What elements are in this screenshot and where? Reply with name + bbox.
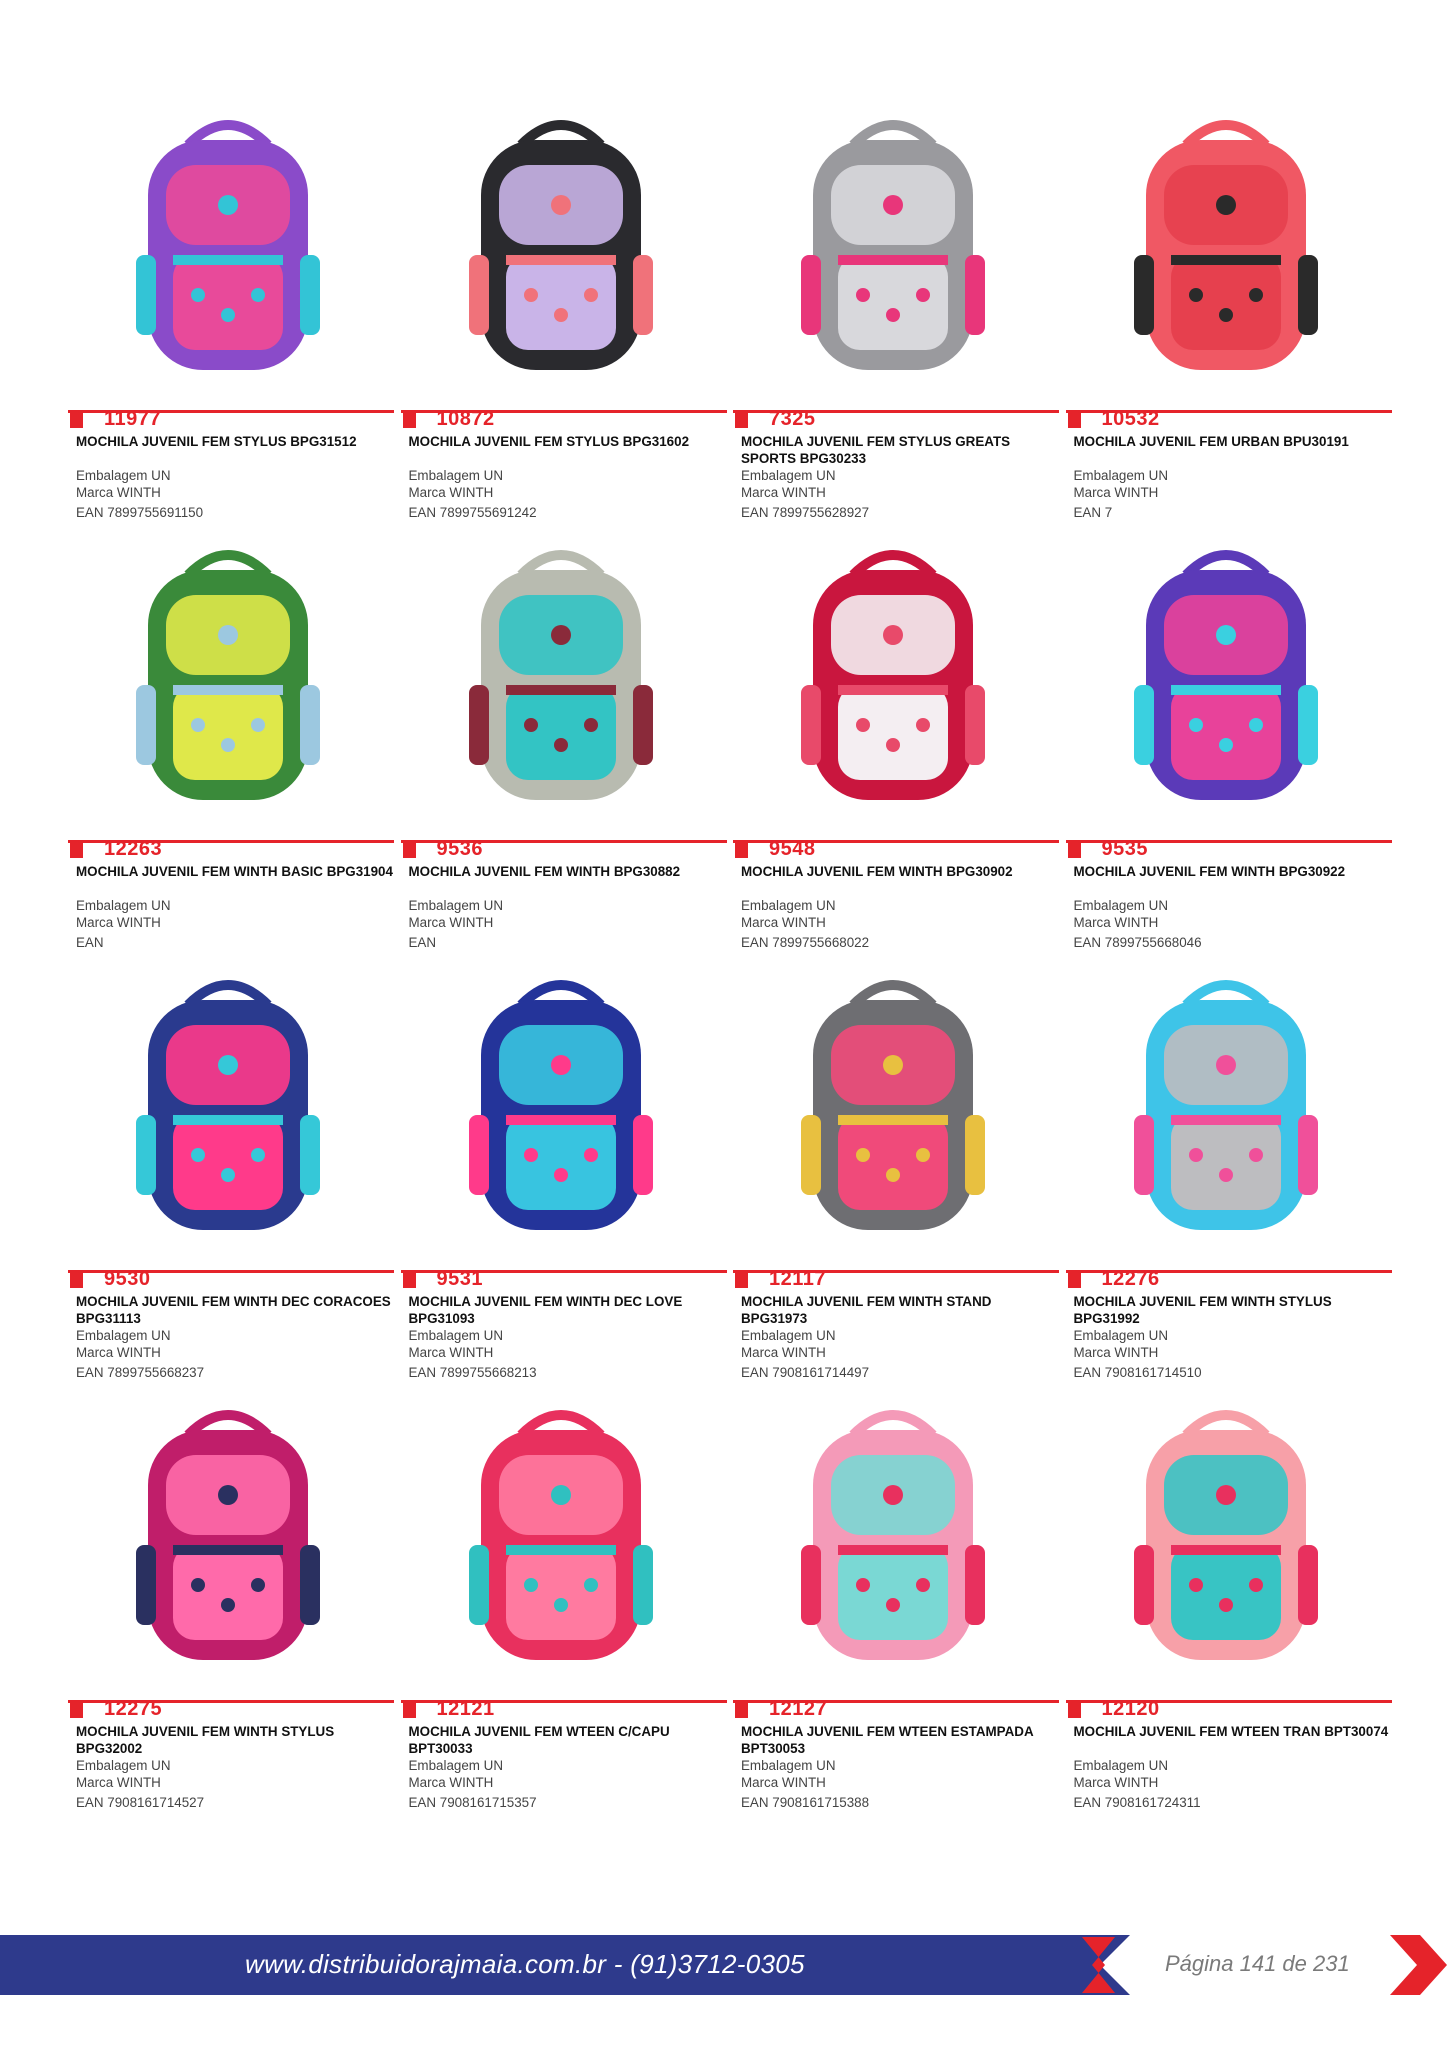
backpack-image (743, 535, 1043, 825)
product-embalagem: Embalagem UN (408, 1758, 504, 1773)
product-card (733, 525, 1065, 955)
backpack-image (78, 535, 378, 825)
product-description: MOCHILA JUVENIL FEM STYLUS BPG31602 (408, 434, 690, 449)
backpack-image (743, 105, 1043, 395)
product-code: 9530 (104, 1268, 151, 1290)
product-description: MOCHILA JUVENIL FEM WINTH DEC CORACOES BPG31113 (76, 1294, 391, 1326)
product-meta (741, 1757, 869, 1811)
product-code: 12127 (769, 1698, 828, 1720)
product-code: 10532 (1101, 408, 1160, 430)
product-code: 11977 (104, 408, 162, 430)
product-card (733, 1385, 1065, 1815)
product-embalagem: Embalagem UN (1073, 468, 1169, 483)
product-ean: EAN 7 (1073, 505, 1113, 520)
product-meta (76, 897, 171, 951)
product-card (401, 525, 733, 955)
product-meta (1074, 1757, 1201, 1811)
page-number: Página 141 de 231 (1165, 1951, 1350, 1976)
product-ean: EAN 7908161715388 (741, 1795, 870, 1810)
backpack-image (1076, 105, 1376, 395)
product-marker (403, 1702, 416, 1718)
product-image (68, 1385, 388, 1685)
product-code: 9548 (769, 838, 816, 860)
product-code: 12117 (769, 1268, 827, 1290)
product-ean: EAN 7899755691150 (76, 505, 204, 520)
product-image (68, 525, 388, 825)
product-marca: Marca WINTH (76, 915, 161, 930)
product-image (733, 1385, 1053, 1685)
backpack-image (743, 1395, 1043, 1685)
product-meta (1074, 467, 1169, 521)
product-marker (70, 412, 83, 428)
product-image (1066, 525, 1386, 825)
product-image (1066, 1385, 1386, 1685)
product-embalagem: Embalagem UN (408, 468, 504, 483)
product-code: 12276 (1101, 1268, 1160, 1290)
product-marker (735, 1272, 748, 1288)
product-description: MOCHILA JUVENIL FEM WINTH DEC LOVE BPG31093 (408, 1294, 683, 1326)
backpack-image (743, 965, 1043, 1255)
product-marca: Marca WINTH (741, 915, 826, 930)
product-embalagem: Embalagem UN (76, 1758, 171, 1773)
product-ean: EAN 7908161714497 (741, 1365, 870, 1380)
page-footer (0, 1935, 1447, 1995)
product-description: MOCHILA JUVENIL FEM WINTH BPG30922 (1073, 864, 1346, 879)
product-meta (409, 1327, 537, 1381)
product-marker (1068, 1272, 1081, 1288)
product-marca: Marca WINTH (76, 1345, 161, 1360)
backpack-image (1076, 965, 1376, 1255)
product-marker (1068, 412, 1081, 428)
product-image (68, 95, 388, 395)
backpack-image (78, 1395, 378, 1685)
product-code: 9535 (1101, 838, 1148, 860)
product-description: MOCHILA JUVENIL FEM WTEEN C/CAPU BPT30033 (408, 1724, 670, 1756)
product-ean: EAN 7908161715357 (408, 1795, 537, 1810)
product-embalagem: Embalagem UN (1073, 1328, 1169, 1343)
product-marca: Marca WINTH (408, 1775, 494, 1790)
backpack-image (78, 105, 378, 395)
backpack-image (411, 1395, 711, 1685)
product-description: MOCHILA JUVENIL FEM WINTH BPG30882 (408, 864, 681, 879)
product-card (68, 1385, 400, 1815)
product-card (401, 955, 733, 1385)
product-meta (741, 467, 869, 521)
product-meta (741, 1327, 869, 1381)
product-image (1066, 955, 1386, 1255)
product-card (1066, 525, 1398, 955)
product-embalagem: Embalagem UN (741, 1758, 836, 1773)
product-embalagem: Embalagem UN (408, 898, 504, 913)
product-ean: EAN 7899755691242 (408, 505, 537, 520)
product-image (733, 95, 1053, 395)
product-card (733, 95, 1065, 525)
product-description: MOCHILA JUVENIL FEM WINTH STAND BPG31973 (741, 1294, 992, 1326)
product-marca: Marca WINTH (76, 1775, 161, 1790)
product-marca: Marca WINTH (741, 1775, 826, 1790)
product-code: 12263 (104, 838, 163, 860)
product-image (1066, 95, 1386, 395)
product-image (733, 955, 1053, 1255)
product-embalagem: Embalagem UN (1073, 1758, 1169, 1773)
product-image (401, 955, 721, 1255)
backpack-image (1076, 1395, 1376, 1685)
product-description: MOCHILA JUVENIL FEM WTEEN ESTAMPADA BPT30053 (741, 1724, 1034, 1756)
product-ean: EAN 7908161714510 (1073, 1365, 1202, 1380)
product-marker (735, 412, 748, 428)
product-marker (70, 842, 83, 858)
product-marker (1068, 842, 1081, 858)
product-embalagem: Embalagem UN (741, 1328, 836, 1343)
product-card (68, 95, 400, 525)
backpack-image (411, 535, 711, 825)
product-marca: Marca WINTH (741, 1345, 826, 1360)
product-card (68, 955, 400, 1385)
product-ean: EAN 7899755668213 (408, 1365, 537, 1380)
product-marca: Marca WINTH (1073, 1345, 1159, 1360)
product-code: 12121 (436, 1698, 495, 1720)
product-ean: EAN 7908161724311 (1073, 1795, 1201, 1810)
product-meta (76, 467, 203, 521)
product-grid (68, 95, 1398, 1815)
product-image (401, 1385, 721, 1685)
product-meta (1074, 1327, 1202, 1381)
product-marca: Marca WINTH (741, 485, 826, 500)
product-description: MOCHILA JUVENIL FEM WINTH STYLUS BPG32002 (76, 1724, 335, 1756)
product-meta (409, 897, 504, 951)
product-description: MOCHILA JUVENIL FEM WINTH STYLUS BPG31992 (1073, 1294, 1332, 1326)
product-marker (70, 1272, 83, 1288)
product-ean: EAN 7908161714527 (76, 1795, 205, 1810)
product-ean: EAN 7899755668237 (76, 1365, 205, 1380)
product-card (401, 1385, 733, 1815)
product-description: MOCHILA JUVENIL FEM URBAN BPU30191 (1073, 434, 1349, 449)
footer-website[interactable]: www.distribuidorajmaia.com.br - (91)3712-0305 (245, 1949, 805, 1979)
product-embalagem: Embalagem UN (76, 1328, 171, 1343)
product-card (401, 95, 733, 525)
product-meta (409, 1757, 537, 1811)
product-embalagem: Embalagem UN (741, 468, 836, 483)
product-embalagem: Embalagem UN (76, 898, 171, 913)
product-ean: EAN 7899755628927 (741, 505, 870, 520)
product-card (1066, 95, 1398, 525)
backpack-image (411, 105, 711, 395)
product-marca: Marca WINTH (1073, 485, 1159, 500)
product-meta (76, 1757, 204, 1811)
product-card (733, 955, 1065, 1385)
product-code: 7325 (769, 408, 816, 430)
product-description: MOCHILA JUVENIL FEM WINTH BASIC BPG31904 (76, 864, 393, 879)
backpack-image (411, 965, 711, 1255)
backpack-image (78, 965, 378, 1255)
product-embalagem: Embalagem UN (1073, 898, 1169, 913)
product-meta (1074, 897, 1202, 951)
product-marker (403, 412, 416, 428)
product-marker (70, 1702, 83, 1718)
product-ean: EAN 7899755668022 (741, 935, 870, 950)
product-description: MOCHILA JUVENIL FEM WINTH BPG30902 (741, 864, 1013, 879)
product-card (68, 525, 400, 955)
product-marker (735, 1702, 748, 1718)
product-marker (735, 842, 748, 858)
product-code: 12120 (1101, 1698, 1160, 1720)
product-card (1066, 1385, 1398, 1815)
backpack-image (1076, 535, 1376, 825)
product-code: 9536 (436, 838, 483, 860)
product-marca: Marca WINTH (408, 1345, 494, 1360)
product-description: MOCHILA JUVENIL FEM STYLUS BPG31512 (76, 434, 357, 449)
product-marker (1068, 1702, 1081, 1718)
product-code: 10872 (436, 408, 495, 430)
product-marca: Marca WINTH (408, 915, 494, 930)
product-card (1066, 955, 1398, 1385)
product-image (68, 955, 388, 1255)
product-marca: Marca WINTH (408, 485, 494, 500)
product-image (401, 95, 721, 395)
product-marca: Marca WINTH (1073, 1775, 1159, 1790)
product-ean: EAN 7899755668046 (1073, 935, 1202, 950)
product-meta (741, 897, 869, 951)
product-description: MOCHILA JUVENIL FEM WTEEN TRAN BPT30074 (1073, 1724, 1389, 1739)
product-ean: EAN (408, 935, 437, 950)
product-marker (403, 842, 416, 858)
product-meta (76, 1327, 204, 1381)
product-meta (409, 467, 537, 521)
product-description: MOCHILA JUVENIL FEM STYLUS GREATS SPORTS BPG30233 (741, 434, 1011, 466)
product-image (401, 525, 721, 825)
product-image (733, 525, 1053, 825)
product-marca: Marca WINTH (1073, 915, 1159, 930)
product-marca: Marca WINTH (76, 485, 161, 500)
product-embalagem: Embalagem UN (741, 898, 836, 913)
product-embalagem: Embalagem UN (76, 468, 171, 483)
product-marker (403, 1272, 416, 1288)
product-code: 12275 (104, 1698, 163, 1720)
product-code: 9531 (436, 1268, 483, 1290)
product-embalagem: Embalagem UN (408, 1328, 504, 1343)
product-ean: EAN (76, 935, 104, 950)
